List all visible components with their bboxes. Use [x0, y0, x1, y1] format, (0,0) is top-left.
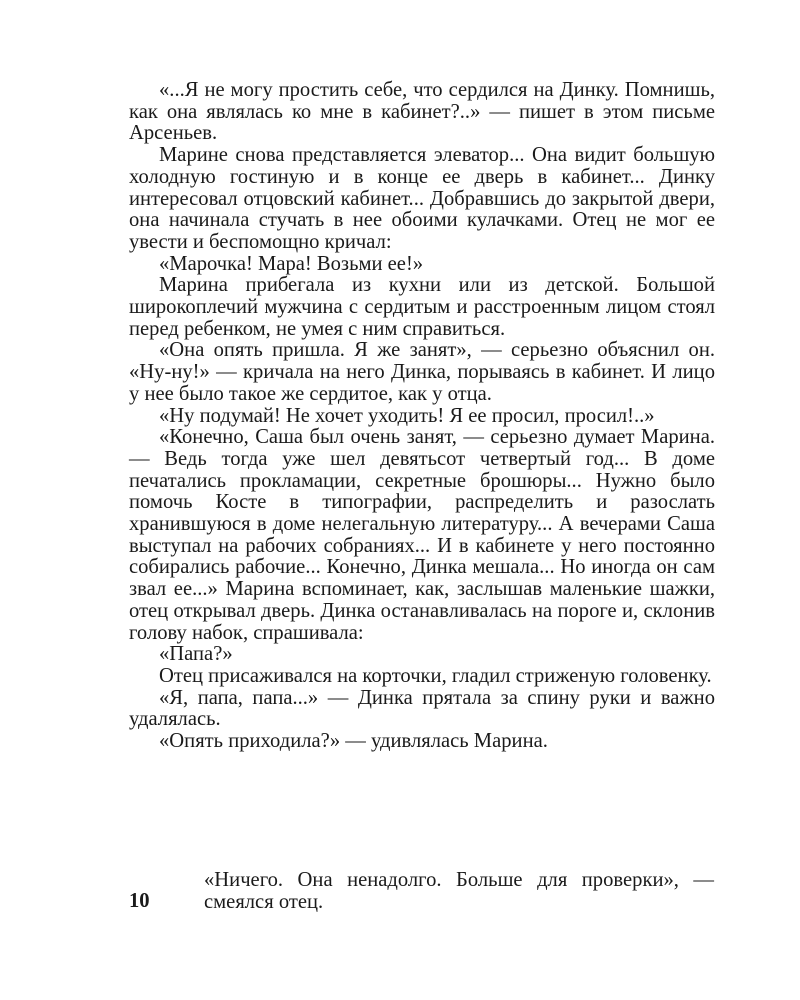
paragraph: «Конечно, Саша был очень занят, — серьезно думает Марина. — Ведь тогда уже шел девятьсот четвертый год... В доме печатались прокламации, секретные брошюры... Нужно было помочь Косте в типографии, распределить и разослать хранившуюся в доме нелегальную литературу... А вечерами Саша выступал на рабочих собраниях... И в кабинете у него постоянно собирались рабочие... Конечно, Динка мешала... Но иногда он сам звал ее...» Марина вспоминает, как, заслышав маленькие шажки, отец открывал дверь. Динка останавливалась на пороге и, склонив голову набок, спрашивала:: [129, 426, 715, 644]
paragraph: «Ничего. Она ненадолго. Больше для проверки», — смеялся отец.: [204, 869, 714, 913]
final-paragraph-block: [204, 870, 714, 913]
paragraph: «Марочка! Мара! Возьми ее!»: [159, 252, 424, 275]
paragraph: «...Я не могу простить себе, что сердился на Динку. Помнишь, как она являлась ко мне в кабинет?..» — пишет в этом письме Арсеньев.: [129, 79, 715, 145]
paragraph: «Она опять пришла. Я же занят», — серьезно объяснил он. «Ну-ну!» — кричала на него Динка, порываясь в кабинет. И лицо у нее было такое же сердитое, как у отца.: [129, 339, 715, 405]
paragraph: Отец присаживался на корточки, гладил стриженую головенку.: [159, 664, 712, 687]
paragraph: «Я, папа, папа...» — Динка прятала за спину руки и важно удалялась.: [129, 686, 715, 731]
paragraph: «Ну подумай! Не хочет уходить! Я ее просил, просил!..»: [159, 404, 655, 427]
paragraph: Марине снова представляется элеватор... Она видит большую холодную гостиную и в конце ее дверь в кабинет... Динку интересовал отцовский кабинет... Добравшись до закрытой двери, она начинала стучать в нее обоими кулачками. Отец не мог ее увести и беспомощно кричал:: [129, 144, 715, 253]
page-number: 10: [129, 890, 150, 912]
paragraph: Марина прибегала из кухни или из детской. Большой широкоплечий мужчина с сердитым и расстроенным лицом стоял перед ребенком, не умея с ним справиться.: [129, 274, 715, 340]
paragraph: «Опять приходила?» — удивлялась Марина.: [159, 730, 548, 753]
body-text: [129, 80, 715, 753]
paragraph: «Папа?»: [159, 643, 233, 666]
